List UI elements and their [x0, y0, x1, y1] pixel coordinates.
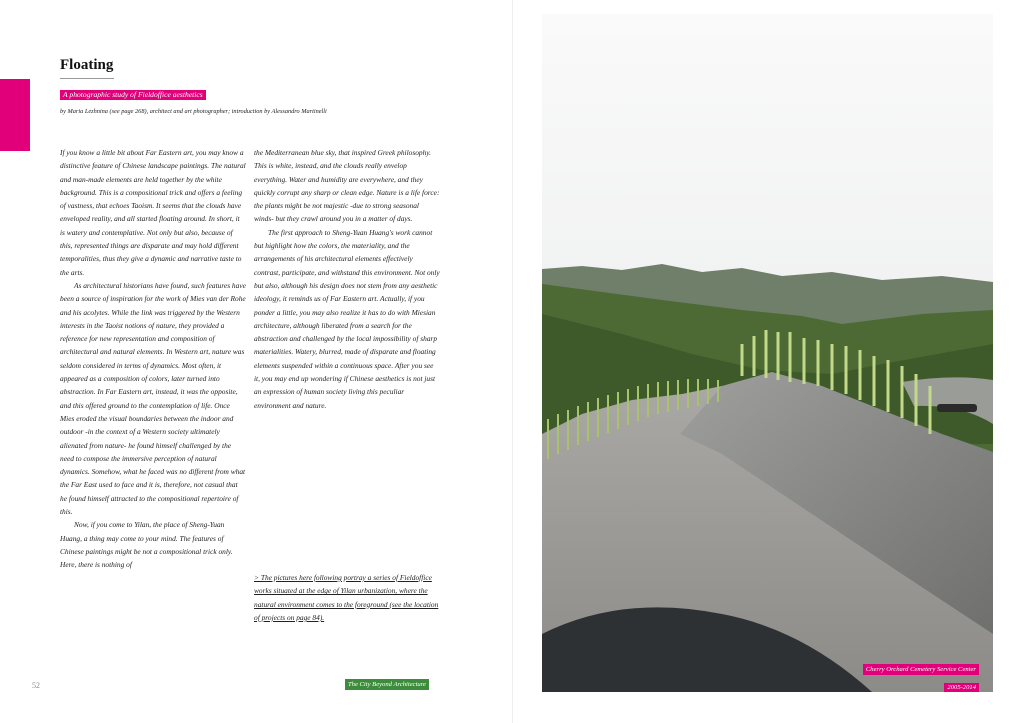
paragraph: As architectural historians have found, such features have been a source of inspiration for the work of Mies van der Rohe and his acolytes. While the link was triggered by the Western interests in the Taoist notions of nature, they provided a reference for new representation and composition of architectural and natural elements. In Western art, nature was seldom considered in terms of dynamics. Most often, it appeared as a composition of colors, later turned into abstraction. In Far Eastern art, instead, it was the opposite, and this offered ground to the contemplation of life. Once Mies eroded the visual boundaries between the indoor and outdoor -in the context of a Western society ultimately alienated from nature- he found himself challenged by the need to compose the immersive perception of natural dynamics. Somehow, what he faced was no different from what the Far East used to face and it is, therefore, not casual that he found himself attracted to the compositional repertoire of this. [60, 280, 246, 517]
article-byline: by Maria Lezhnina (see page 268), architect and art photographer; introduction by Alessandro Martinelli [60, 108, 327, 115]
text-column-right [254, 146, 440, 412]
section-color-tab [0, 79, 30, 151]
title-underline [60, 78, 114, 79]
paragraph: The first approach to Sheng-Yuan Huang's work cannot but highlight how the colors, the materiality, and the arrangements of his architectural elements effectively contrast, participate, and withstand this environment. Not only but also, although his design does not stem from any aesthetic ideology, it reminds us of Far Eastern art. Actually, if you ponder a little, you may also realize it has to do with Miesian architecture, although liberated from a search for the abstraction and challenged by the local impossibility of sharp materialities. Watery, blurred, made of disparate and floating elements suspended within a continuous space. After you see it, you may end up wondering if Chinese aesthetics is not just an expression of human society living this peculiar environment and nature. [254, 227, 440, 410]
photo-caption [851, 658, 979, 694]
article-title: Floating [60, 57, 114, 73]
caption-project-name: Cherry Orchard Cemetery Service Center [863, 664, 979, 675]
page-number: 52 [32, 681, 40, 690]
photo-illustration [542, 14, 993, 692]
paragraph: the Mediterranean blue sky, that inspired Greek philosophy. This is white, instead, and the clouds really envelop everything. Water and humidity are everywhere, and they quickly corrupt any sharp or clean edge. Nature is a life force: the plants might be not majestic -due to strong seasonal winds- but they crawl around you in a matter of days. [254, 148, 440, 224]
page-gutter [512, 0, 513, 723]
article-subtitle: A photographic study of Fieldoffice aesthetics [60, 90, 206, 100]
text-column-left [60, 146, 246, 572]
caption-years: 2005-2014 [944, 683, 979, 692]
photo-reference-note: > The pictures here following portray a series of Fieldoffice works situated at the edge of Yilan urbanization, where the natural environment comes to the foreground (see the location of projects on page 84). [254, 573, 439, 622]
paragraph: Now, if you come to Yilan, the place of Sheng-Yuan Huang, a thing may come to your mind. The features of Chinese paintings might be not a compositional trick only. Here, there is nothing of [60, 520, 233, 570]
landscape-photo [542, 14, 993, 692]
section-tag: The City Beyond Architecture [345, 679, 429, 690]
paragraph: If you know a little bit about Far Eastern art, you may know a distinctive feature of Chinese landscape paintings. The natural and man-made elements are held together by the white background. This is a compositional trick and offers a feeling of vastness, that echoes Taoism. It seems that the clouds have enveloped reality, and all started floating around. In short, it is watery and contemplative. Not only but also, because of this, represented things are disparate and may hold different temporalities, thus they give a dynamic and narrative taste to the arts. [60, 148, 246, 277]
